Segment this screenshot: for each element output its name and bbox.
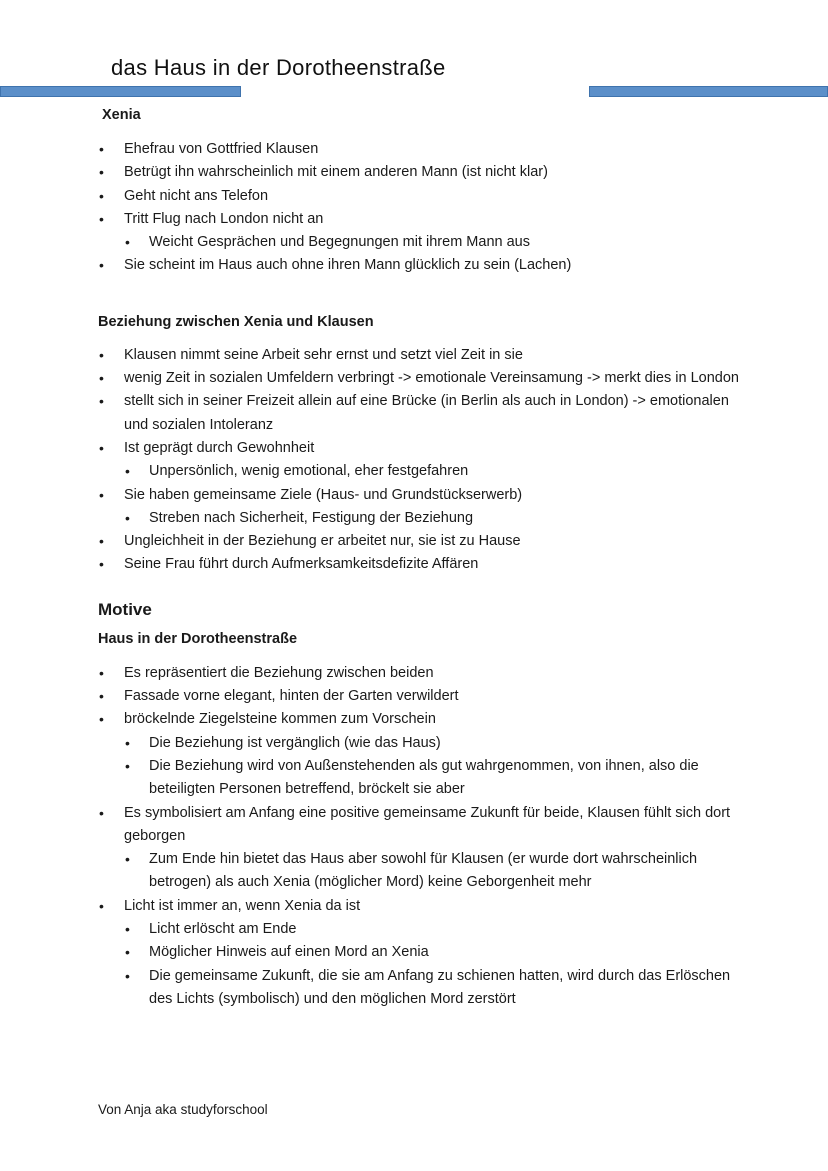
list-item: • Sie haben gemeinsame Ziele (Haus- und Grundstückserwerb): [98, 484, 748, 507]
bullet-list-beziehung: [98, 344, 748, 577]
sub-list-item: • Streben nach Sicherheit, Festigung der Beziehung: [98, 507, 748, 530]
sub-list-item: • Möglicher Hinweis auf einen Mord an Xenia: [98, 941, 748, 964]
subheading-haus: Haus in der Dorotheenstraße: [98, 630, 298, 647]
document-body: [98, 104, 748, 1011]
list-item: • Geht nicht ans Telefon: [98, 185, 748, 208]
list-item: • Sie scheint im Haus auch ohne ihren Mann glücklich zu sein (Lachen): [98, 254, 748, 277]
list-item: • Ist geprägt durch Gewohnheit: [98, 437, 748, 460]
bullet-list-motive: [98, 662, 748, 1011]
list-item: • wenig Zeit in sozialen Umfeldern verbringt -> emotionale Vereinsamung -> merkt dies in London: [98, 367, 748, 390]
sub-list-item: • Unpersönlich, wenig emotional, eher festgefahren: [98, 460, 748, 483]
header-bar-right: [589, 86, 828, 97]
list-item: • stellt sich in seiner Freizeit allein auf eine Brücke (in Berlin als auch in London) -> emotionalen und sozialen Intoleranz: [98, 390, 748, 437]
footer-text: Von Anja aka studyforschool: [98, 1102, 268, 1117]
header-bar-left: [0, 86, 241, 97]
list-item: • Seine Frau führt durch Aufmerksamkeitsdefizite Affären: [98, 553, 748, 576]
sub-list-item: • Zum Ende hin bietet das Haus aber sowohl für Klausen (er wurde dort wahrscheinlich betrogen) als auch Xenia (möglicher Mord) keine Geborgenheit mehr: [98, 848, 748, 895]
list-item: • Ungleichheit in der Beziehung er arbeitet nur, sie ist zu Hause: [98, 530, 748, 553]
list-item: • Betrügt ihn wahrscheinlich mit einem anderen Mann (ist nicht klar): [98, 161, 748, 184]
sub-list-item: • Die Beziehung ist vergänglich (wie das Haus): [98, 732, 748, 755]
bullet-list-xenia: [98, 138, 748, 278]
list-item: • Ehefrau von Gottfried Klausen: [98, 138, 748, 161]
list-item: • Es symbolisiert am Anfang eine positive gemeinsame Zukunft für beide, Klausen fühlt sich dort geborgen: [98, 802, 748, 849]
list-item: • Licht ist immer an, wenn Xenia da ist: [98, 895, 748, 918]
list-item: • Tritt Flug nach London nicht an: [98, 208, 748, 231]
list-item: • Es repräsentiert die Beziehung zwischen beiden: [98, 662, 748, 685]
list-item: • Fassade vorne elegant, hinten der Garten verwildert: [98, 685, 748, 708]
section-heading-beziehung: Beziehung zwischen Xenia und Klausen: [98, 313, 374, 330]
list-item: • Klausen nimmt seine Arbeit sehr ernst und setzt viel Zeit in sie: [98, 344, 748, 367]
document-title: das Haus in der Dorotheenstraße: [111, 55, 446, 80]
section-heading-xenia: Xenia: [102, 107, 141, 123]
sub-list-item: • Licht erlöscht am Ende: [98, 918, 748, 941]
sub-list-item: • Die gemeinsame Zukunft, die sie am Anfang zu schienen hatten, wird durch das Erlöschen des Lichts (symbolisch) und den möglichen Mord zerstört: [98, 965, 748, 1012]
sub-list-item: • Die Beziehung wird von Außenstehenden als gut wahrgenommen, von ihnen, also die beteiligten Personen betreffend, bröckelt sie aber: [98, 755, 748, 802]
list-item: • bröckelnde Ziegelsteine kommen zum Vorschein: [98, 708, 748, 731]
section-heading-motive: Motive: [98, 599, 152, 619]
sub-list-item: • Weicht Gesprächen und Begegnungen mit ihrem Mann aus: [98, 231, 748, 254]
